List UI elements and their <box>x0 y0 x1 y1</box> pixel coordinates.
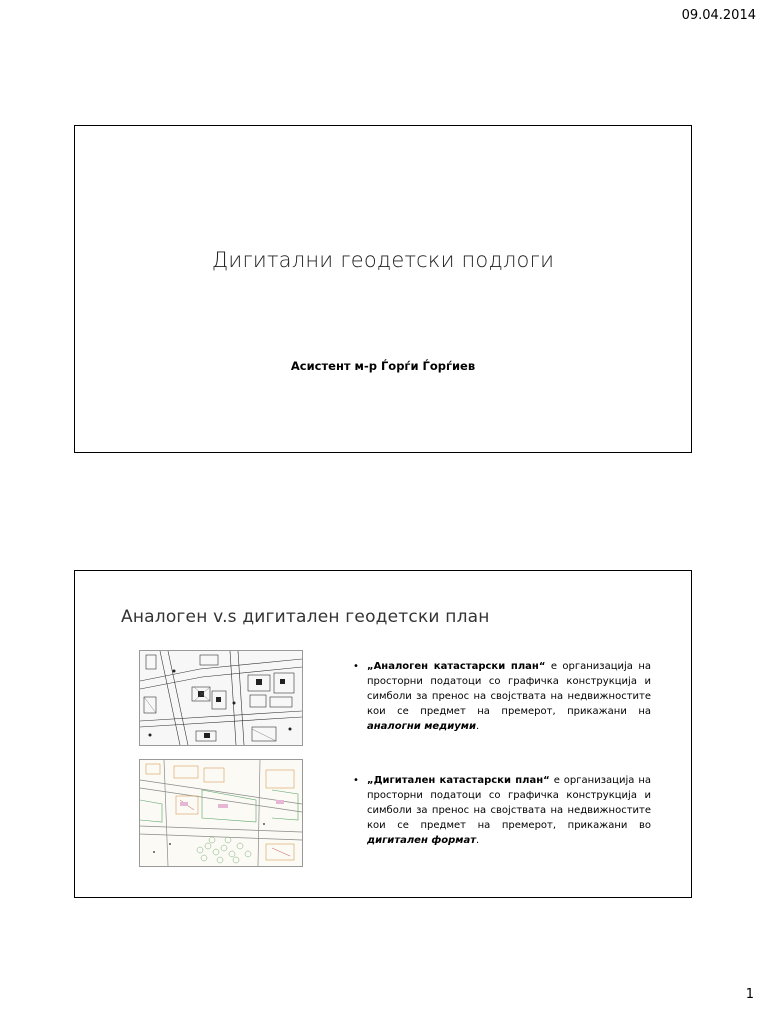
bullet-analog-text: е организација на просторни податоци со графичка конструкција и симболи за пренос на својствата на недвижностите кои се предмет на премерот, прикажани на <box>367 661 651 717</box>
bullet-analog-term: „Аналоген катастарски план“ <box>367 661 546 672</box>
slide-comparison <box>74 570 692 898</box>
analog-map-drawing <box>140 651 302 745</box>
bullet-digital-text: е организација на просторни податоци со графичка конструкција и симболи за пренос на својствата на недвижностите кои се предмет на премерот, прикажани во <box>367 775 651 831</box>
bullet-analog-emphasis: аналогни медиуми <box>367 721 476 732</box>
slide-title <box>74 125 692 453</box>
bullet-list <box>353 659 651 848</box>
bullet-digital <box>353 773 651 848</box>
digital-map-image <box>139 759 303 867</box>
bullet-marker: • <box>353 775 359 786</box>
bullet-digital-end: . <box>476 835 480 846</box>
slide-1-author: Асистент м-р Ѓорѓи Ѓорѓиев <box>290 359 476 373</box>
bullet-digital-emphasis: дигитален формат <box>367 835 477 846</box>
slide-1-title: Дигитални геодетски подлоги <box>211 248 555 272</box>
bullet-digital-term: „Дигитален катастарски план“ <box>367 775 550 786</box>
analog-map-image <box>139 650 303 746</box>
digital-map-drawing <box>140 760 302 866</box>
bullet-marker: • <box>353 661 359 672</box>
slide-2-title: Аналоген v.s дигитален геодетски план <box>121 607 490 627</box>
bullet-analog <box>353 659 651 734</box>
page-number: 1 <box>745 987 754 1002</box>
header-date: 09.04.2014 <box>681 8 756 23</box>
bullet-analog-end: . <box>475 721 480 732</box>
